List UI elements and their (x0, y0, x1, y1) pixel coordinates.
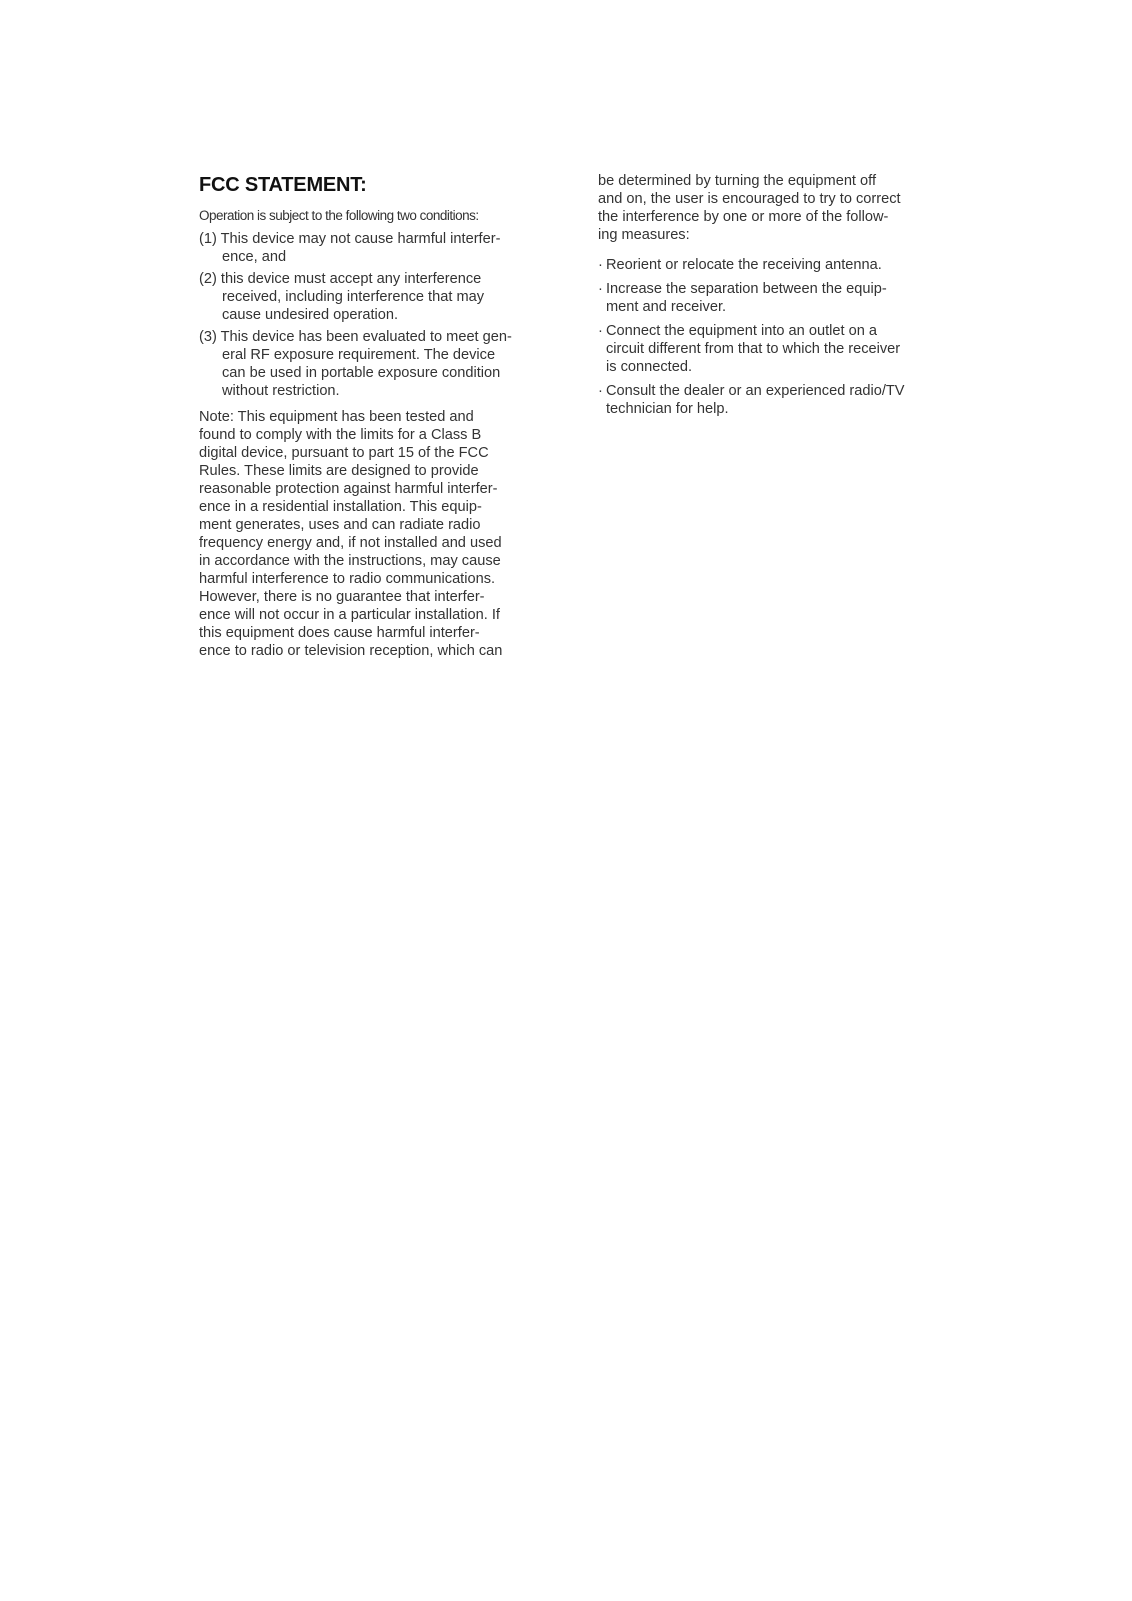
list-item: · Reorient or relocate the receiving antenna. (598, 257, 882, 273)
continuation-paragraph: be determined by turning the equipment off and on, the user is encouraged to try to correct the interference by one or more of the follow- ing measures: (598, 173, 901, 243)
list-item: · Consult the dealer or an experienced radio/TV technician for help. (598, 383, 905, 417)
page-title: FCC STATEMENT: (199, 174, 367, 196)
condition-2: (2) this device must accept any interference received, including interference that may cause undesired operation. (199, 271, 485, 323)
measures-list (598, 256, 943, 418)
list-item: · Increase the separation between the equip- ment and receiver. (598, 281, 887, 315)
condition-3: (3) This device has been evaluated to meet gen- eral RF exposure requirement. The device can be used in portable exposure condition without restriction. (199, 329, 512, 399)
bullet-icon: · (598, 281, 603, 297)
bullet-icon: · (598, 257, 603, 273)
bullet-icon: · (598, 383, 603, 399)
condition-1: (1) This device may not cause harmful interfer- ence, and (199, 231, 501, 265)
list-item: · Connect the equipment into an outlet on a circuit different from that to which the receiver is connected. (598, 323, 901, 375)
note-paragraph: Note: This equipment has been tested and found to comply with the limits for a Class B digital device, pursuant to part 15 of the FCC Rules. These limits are designed to provide reasonable protection against harmful interfer- ence in a residential installation. This equip- ment generates, uses and can radiate radio frequency energy and, if not installed and used in accordance with the instructions, may cause harmful interference to radio communications. However, there is no guarantee that interfer- ence will not occur in a particular installation. If this equipment does cause harmful interfer- ence to radio or television reception, which can (199, 409, 503, 659)
bullet-icon: · (598, 323, 603, 339)
left-column (199, 170, 541, 660)
right-column (598, 172, 943, 424)
intro-text: Operation is subject to the following two conditions: (199, 208, 479, 223)
